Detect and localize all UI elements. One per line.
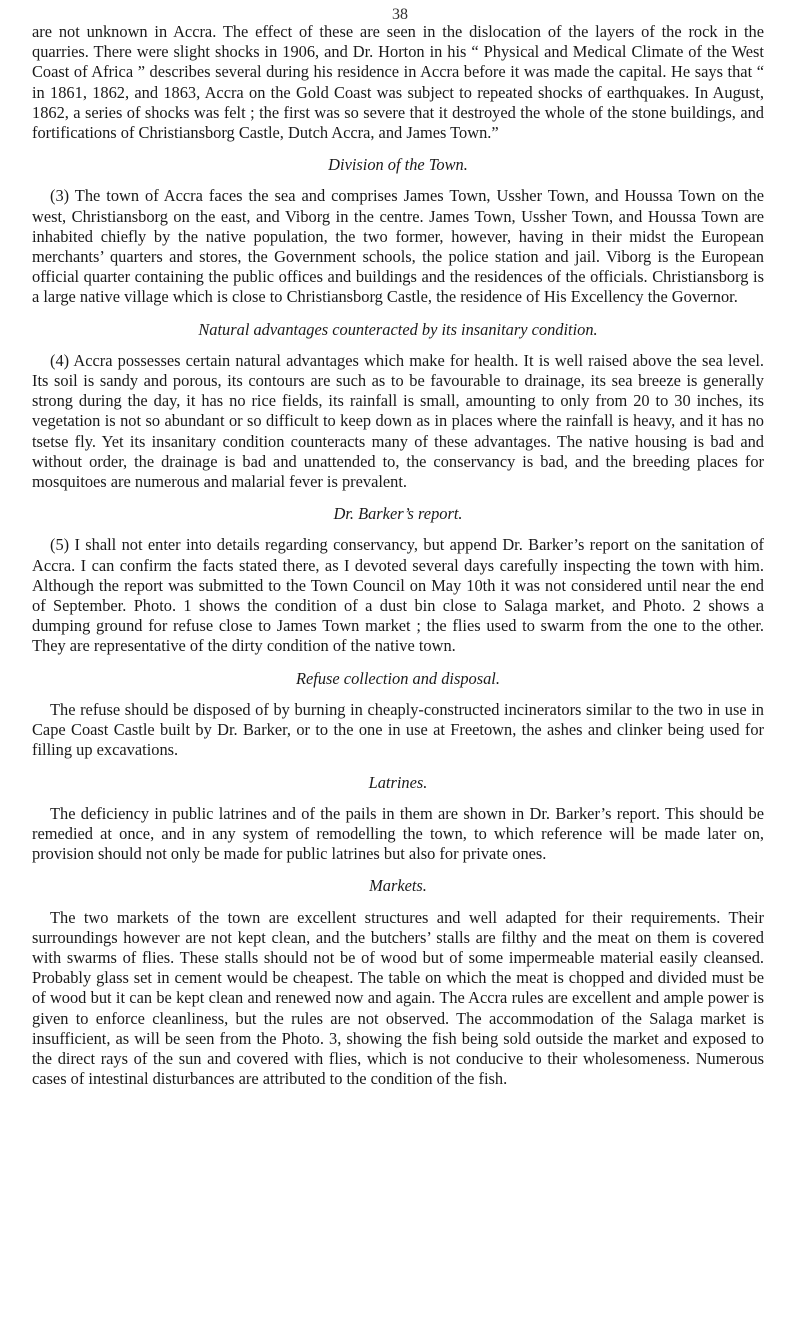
paragraph-markets: The two markets of the town are excellent structures and well adapted for their requirements. Their surroundings however are not kept clean, and the butchers’ stalls are filthy and the meat on them is covered with swarms of flies. These stalls should not be of wood but of some impermeable material easily cleansed. Probably glass set in cement would be cheapest. The table on which the meat is chopped and divided must be of wood but it can be kept clean and renewed now and again. The Accra rules are excellent and ample power is given to enforce cleanliness, but the rules are not observed. The accommodation of the Salaga market is insufficient, as will be seen from the Photo. 3, showing the fish being sold outside the market and exposed to the direct rays of the sun and covered with flies, which is not conducive to their wholesomeness. Numerous cases of intestinal disturbances are attributed to the condition of the fish. xyxy=(32,907,764,1089)
section-heading-barkers-report: Dr. Barker’s report. xyxy=(333,504,463,524)
page-number: 38 xyxy=(392,6,408,23)
paragraph-refuse: The refuse should be disposed of by burning in cheaply-constructed incinerators similar to the two in use in Cape Coast Castle built by Dr. Barker, or to the one in use at Freetown, the ashes and clinker being used for filling up excavations. xyxy=(32,699,764,760)
paragraph-earthquakes: are not unknown in Accra. The effect of these are seen in the dislocation of the layers of the rock in the quarries. There were slight shocks in 1906, and Dr. Horton in his “ Physical and Medical Climate of the West Coast of Africa ” describes several during his residence in Accra before it was made the capital. He says that “ in 1861, 1862, and 1863, Accra on the Gold Coast was subject to repeated shocks of earthquakes. In August, 1862, a series of shocks was felt ; the first was so severe that it destroyed the whole of the stone buildings, and fortifications of Christiansborg Castle, Dutch Accra, and James Town.” xyxy=(32,22,764,143)
paragraph-latrines: The deficiency in public latrines and of the pails in them are shown in Dr. Barker’s report. This should be remedied at once, and in any system of remodelling the town, to which reference will be made later on, provision should not only be made for public latrines but also for private ones. xyxy=(32,803,764,864)
body-text xyxy=(32,22,764,1089)
section-heading-natural-advantages: Natural advantages counteracted by its insanitary condition. xyxy=(198,319,598,339)
section-heading-refuse: Refuse collection and disposal. xyxy=(296,668,500,688)
paragraph-barkers-report: (5) I shall not enter into details regarding conservancy, but append Dr. Barker’s report on the sanitation of Accra. I can confirm the facts stated there, as I devoted several days carefully inspecting the town with him. Although the report was submitted to the Town Council on May 10th it was not considered until near the end of September. Photo. 1 shows the condition of a dust bin close to Salaga market, and Photo. 2 shows a dumping ground for refuse close to James Town market ; the flies used to swarm from the one to the other. They are representative of the dirty condition of the native town. xyxy=(32,535,764,656)
section-heading-markets: Markets. xyxy=(369,876,427,896)
section-heading-division-of-town: Division of the Town. xyxy=(328,155,468,175)
section-heading-latrines: Latrines. xyxy=(368,772,428,792)
paragraph-division-of-town: (3) The town of Accra faces the sea and comprises James Town, Ussher Town, and Houssa Town on the west, Christiansborg on the east, and Viborg in the centre. James Town, Ussher Town, and Houssa Town are inhabited chiefly by the native population, the two former, however, having in their midst the European merchants’ quarters and stores, the Government schools, the police station and jail. Viborg is the European official quarter containing the public offices and buildings and the residences of the officials. Christiansborg is a large native village which is close to Christiansborg Castle, the residence of His Excellency the Governor. xyxy=(32,186,764,307)
paragraph-natural-advantages: (4) Accra possesses certain natural advantages which make for health. It is well raised above the sea level. Its soil is sandy and porous, its contours are such as to be favourable to drainage, its sea breeze is generally strong during the day, it has no rice fields, its rainfall is small, amounting to only from 20 to 30 inches, its vegetation is not so abundant or so difficult to keep down as in places where the rainfall is heavy, and it has no tsetse fly. Yet its insanitary condition counteracts many of these advantages. The native housing is bad and without order, the drainage is bad and unattended to, the conservancy is bad, and the breeding places for mosquitoes are numerous and malarial fever is prevalent. xyxy=(32,350,764,492)
